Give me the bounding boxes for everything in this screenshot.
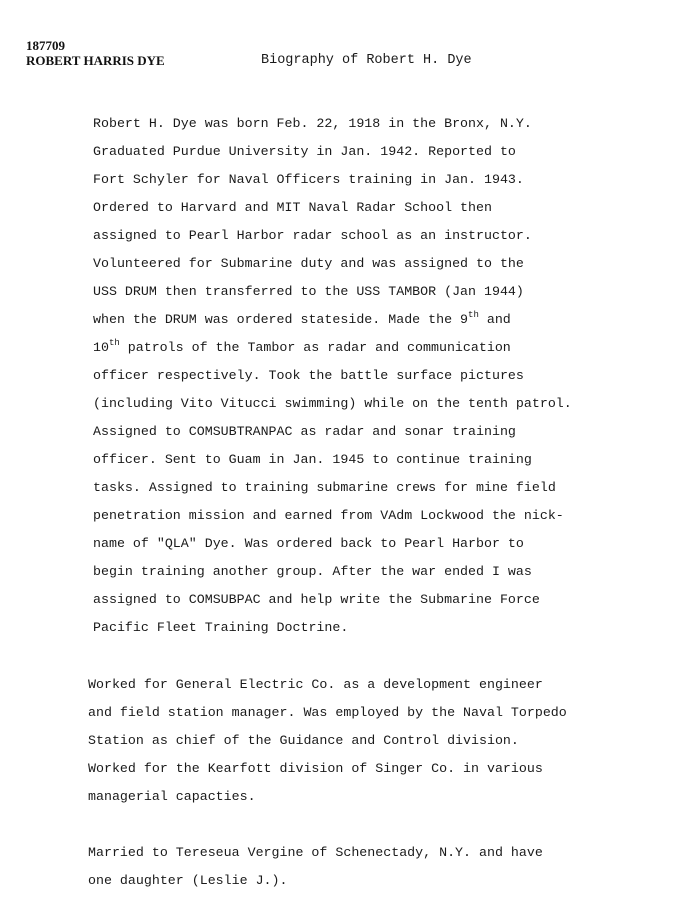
text-line: Volunteered for Submarine duty and was assigned to the <box>93 256 524 271</box>
text-line: Graduated Purdue University in Jan. 1942. Reported to <box>93 144 516 159</box>
paragraph-family <box>88 839 543 895</box>
text-line: assigned to Pearl Harbor radar school as an instructor. <box>93 228 532 243</box>
text-line: and field station manager. Was employed by the Naval Torpedo <box>88 705 567 720</box>
ordinal-superscript: th <box>468 310 479 320</box>
text-line: Robert H. Dye was born Feb. 22, 1918 in the Bronx, N.Y. <box>93 116 532 131</box>
text-line: Assigned to COMSUBTRANPAC as radar and sonar training <box>93 424 516 439</box>
text-line: officer. Sent to Guam in Jan. 1945 to continue training <box>93 452 532 467</box>
document-id-number: 187709 <box>26 38 65 53</box>
text-line: USS DRUM then transferred to the USS TAMBOR (Jan 1944) <box>93 284 524 299</box>
text-segment: 10 <box>93 340 109 355</box>
paragraph-career <box>88 671 567 811</box>
paragraph-military-service <box>93 110 572 642</box>
text-line: name of "QLA" Dye. Was ordered back to Pearl Harbor to <box>93 536 524 551</box>
text-line: tasks. Assigned to training submarine crews for mine field <box>93 480 556 495</box>
text-line: Pacific Fleet Training Doctrine. <box>93 620 349 635</box>
text-line <box>93 334 572 362</box>
text-segment: and <box>478 312 511 327</box>
text-line: begin training another group. After the war ended I was <box>93 564 532 579</box>
text-line: penetration mission and earned from VAdm Lockwood the nick- <box>93 508 564 523</box>
subject-name: ROBERT HARRIS DYE <box>26 53 165 68</box>
text-line: Ordered to Harvard and MIT Naval Radar School then <box>93 200 492 215</box>
text-line: Married to Tereseua Vergine of Schenectady, N.Y. and have <box>88 845 543 860</box>
text-segment: when the DRUM was ordered stateside. Made the 9 <box>93 312 469 327</box>
text-line: officer respectively. Took the battle surface pictures <box>93 368 524 383</box>
text-line: Worked for General Electric Co. as a development engineer <box>88 677 543 692</box>
text-line: assigned to COMSUBPAC and help write the Submarine Force <box>93 592 540 607</box>
text-line: (including Vito Vitucci swimming) while on the tenth patrol. <box>93 396 572 411</box>
text-segment: patrols of the Tambor as radar and communication <box>119 340 511 355</box>
text-line <box>93 306 572 334</box>
document-title: Biography of Robert H. Dye <box>261 53 472 68</box>
text-line: Worked for the Kearfott division of Singer Co. in various <box>88 761 543 776</box>
text-line: Station as chief of the Guidance and Control division. <box>88 733 519 748</box>
text-line: managerial capacties. <box>88 789 256 804</box>
text-line: Fort Schyler for Naval Officers training in Jan. 1943. <box>93 172 524 187</box>
text-line: one daughter (Leslie J.). <box>88 873 288 888</box>
ordinal-superscript: th <box>108 338 120 348</box>
